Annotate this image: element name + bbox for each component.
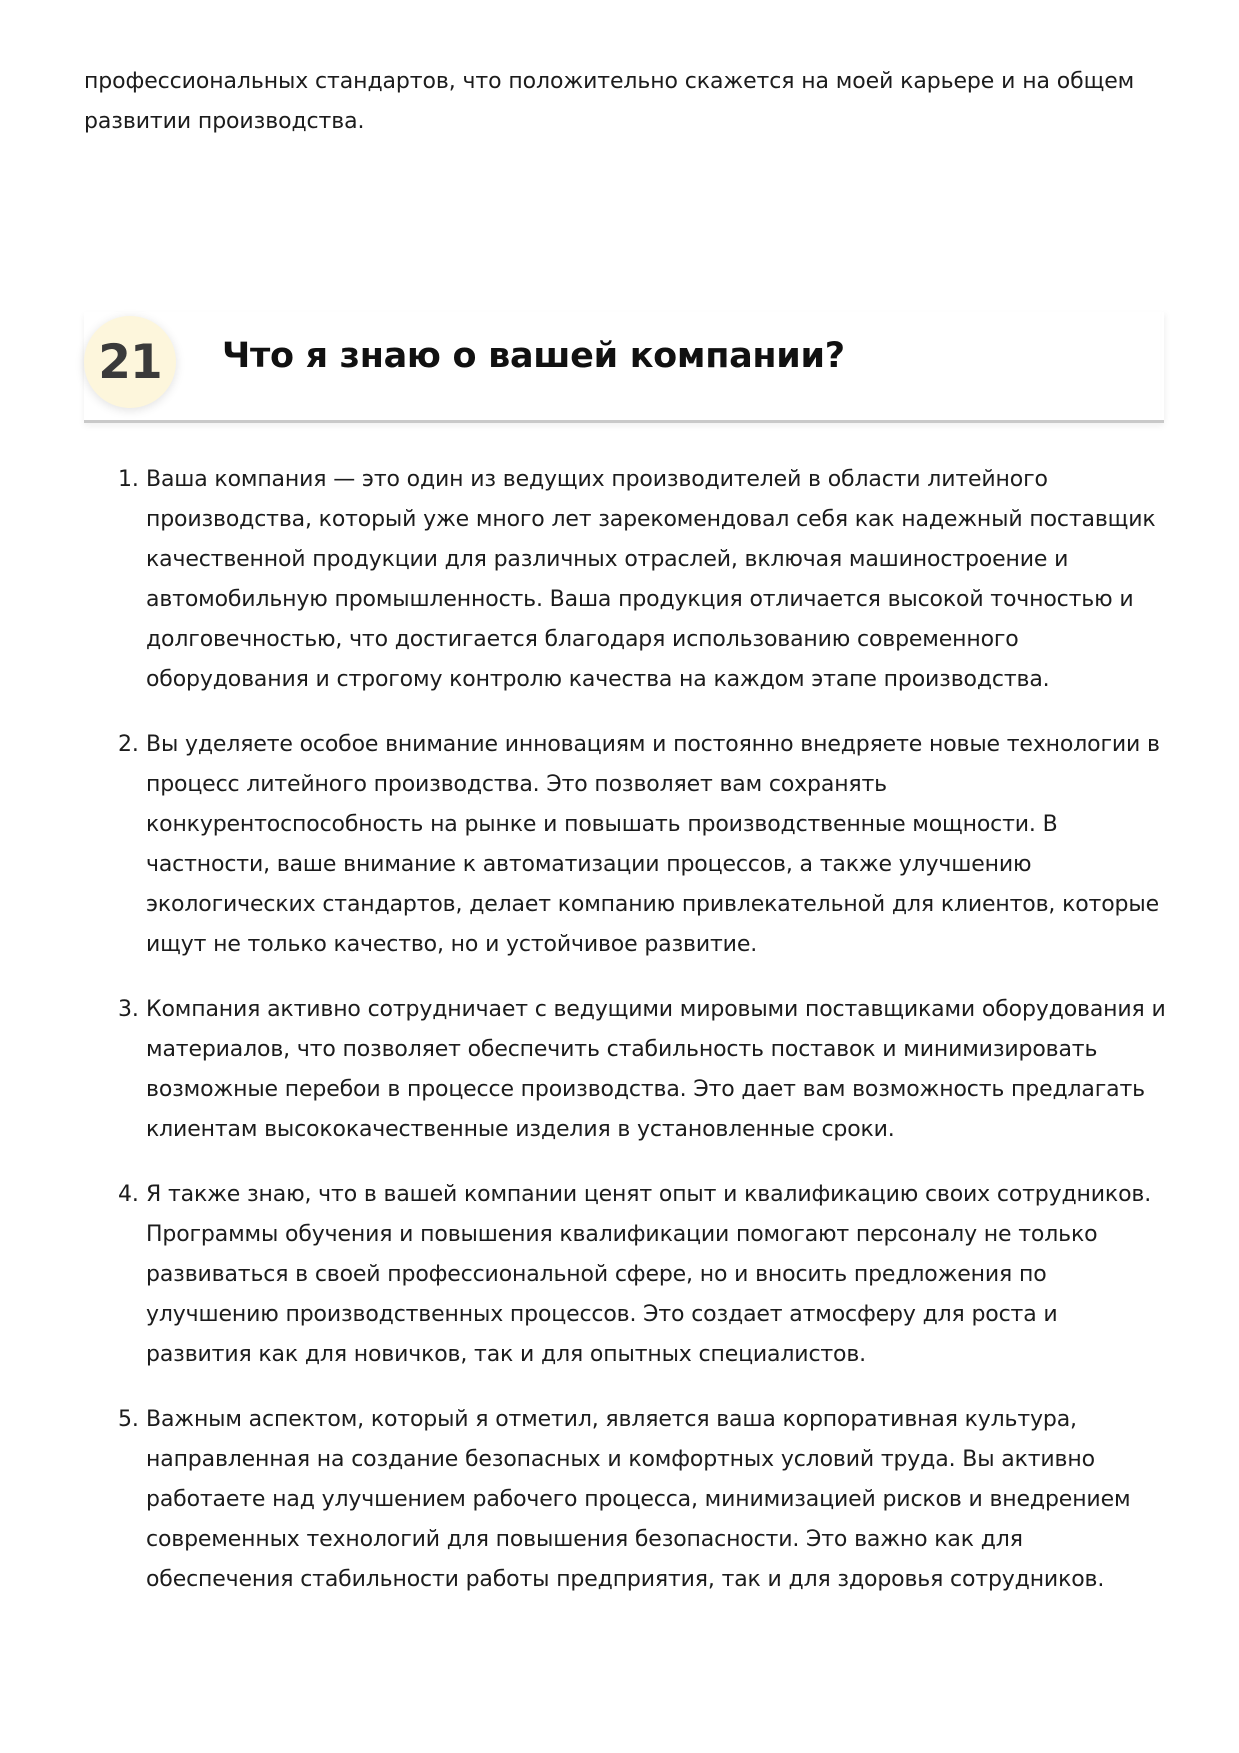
list-item-number: 1.	[118, 467, 139, 492]
section-header	[84, 312, 1164, 423]
list-item-number: 3.	[118, 997, 139, 1022]
list-item	[118, 1175, 1166, 1375]
list-item-text: Ваша компания — это один из ведущих производителей в области литейного производства, который уже много лет зарекомендовал себя как надежный поставщик качественной продукции для различных отраслей, включая машиностроение и автомобильную промышленность. Ваша продукция отличается высокой точностью и долговечностью, что достигается благодаря использованию современного оборудования и строгому контролю качества на каждом этапе производства.	[146, 467, 1156, 692]
list-item	[118, 460, 1166, 700]
list-item	[118, 725, 1166, 965]
section-number-badge: 21	[84, 316, 176, 408]
list-item	[118, 1400, 1166, 1600]
list-item-text: Вы уделяете особое внимание инновациям и постоянно внедряете новые технологии в процесс литейного производства. Это позволяет вам сохранять конкурентоспособность на рынке и повышать производственные мощности. В частности, ваше внимание к автоматизации процессов, а также улучшению экологических стандартов, делает компанию привлекательной для клиентов, которые ищут не только качество, но и устойчивое развитие.	[146, 732, 1160, 957]
list-item-text: Я также знаю, что в вашей компании ценят опыт и квалификацию своих сотрудников. Программы обучения и повышения квалификации помогают персоналу не только развиваться в своей профессиональной сфере, но и вносить предложения по улучшению производственных процессов. Это создает атмосферу для роста и развития как для новичков, так и для опытных специалистов.	[146, 1182, 1152, 1367]
list-item-number: 2.	[118, 732, 139, 757]
list-item	[118, 990, 1166, 1150]
list-item-number: 5.	[118, 1407, 139, 1432]
list-item-text: Компания активно сотрудничает с ведущими мировыми поставщиками оборудования и материалов, что позволяет обеспечить стабильность поставок и минимизировать возможные перебои в процессе производства. Это дает вам возможность предлагать клиентам высококачественные изделия в установленные сроки.	[146, 997, 1166, 1142]
list-item-text: Важным аспектом, который я отметил, является ваша корпоративная культура, направленная на создание безопасных и комфортных условий труда. Вы активно работаете над улучшением рабочего процесса, минимизацией рисков и внедрением современных технологий для повышения безопасности. Это важно как для обеспечения стабильности работы предприятия, так и для здоровья сотрудников.	[146, 1407, 1131, 1592]
section-title: Что я знаю о вашей компании?	[222, 336, 845, 376]
list-item-number: 4.	[118, 1182, 139, 1207]
intro-paragraph: профессиональных стандартов, что положительно скажется на моей карьере и на общем развитии производства.	[84, 69, 1135, 134]
answer-list	[118, 460, 1166, 1625]
